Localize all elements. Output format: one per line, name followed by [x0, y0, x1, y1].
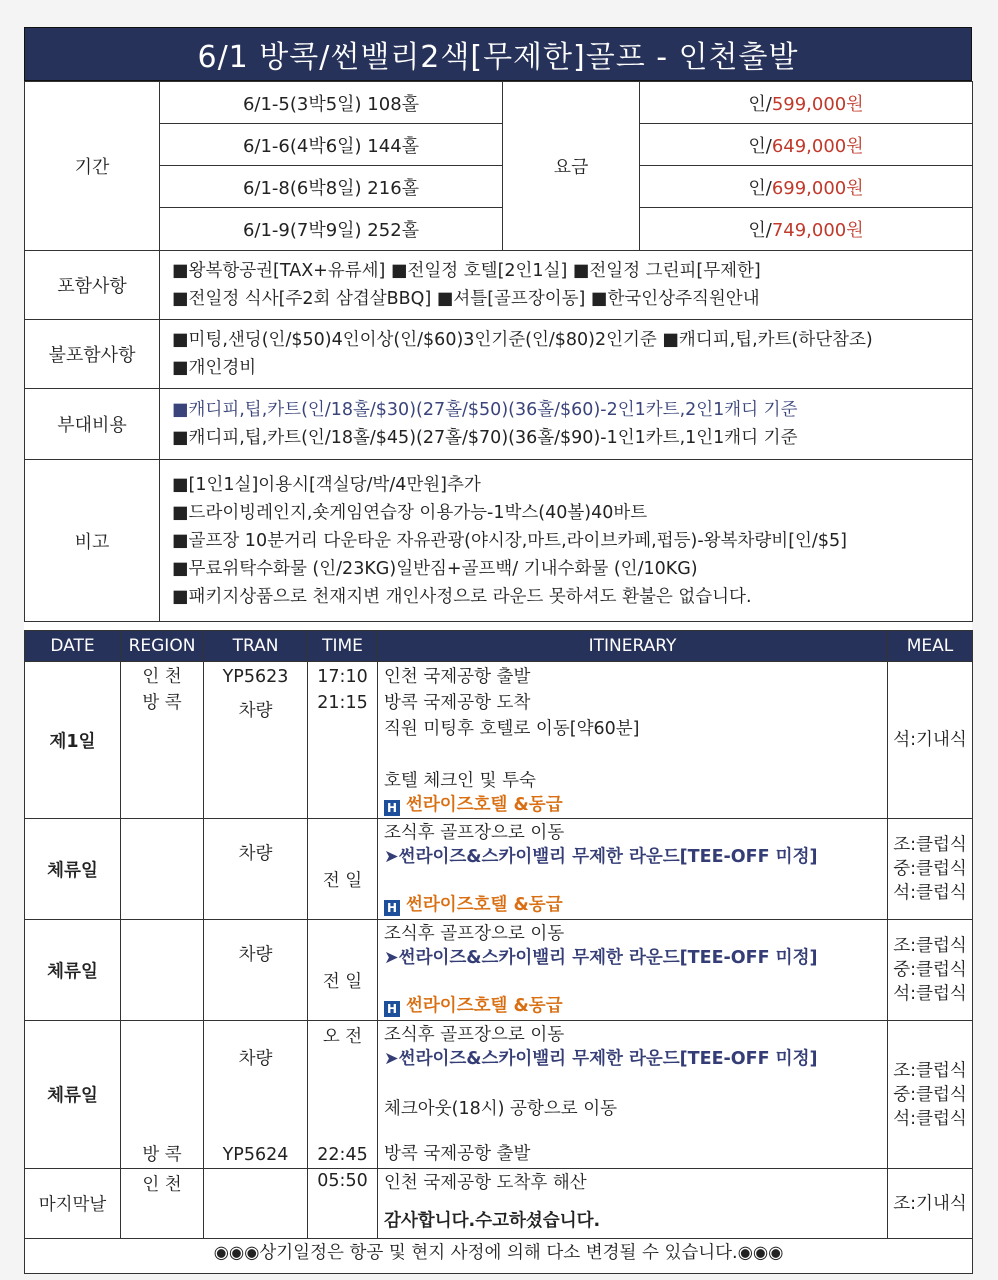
region-cell [121, 920, 204, 1021]
hotel-line [384, 794, 881, 816]
day-label: 체류일 [25, 819, 121, 920]
tran-cell [204, 662, 308, 819]
meal-item: 조:클럽식 [893, 936, 967, 956]
meal-cell [888, 920, 973, 1021]
included-item: ■왕복항공권[TAX+유류세] ■전일정 호텔[2인1실] ■전일정 그린피[무제한] [172, 261, 761, 281]
itinerary-day-row [25, 1021, 973, 1169]
itinerary-day-row [25, 1169, 973, 1239]
meal-header: MEAL [888, 631, 973, 662]
package-info-table [24, 81, 973, 622]
itinerary-day-row [25, 662, 973, 819]
itinerary-line: 직원 미팅후 호텔로 이동[약60분] [384, 719, 640, 739]
remarks-list [160, 460, 973, 622]
hotel-line [384, 994, 881, 1018]
price-value: 649,000원 [771, 135, 864, 157]
region-name: 방 콕 [142, 693, 182, 713]
itinerary-line: 인천 국제공항 출발 [384, 667, 531, 687]
itinerary-line: 호텔 체크인 및 투숙 [384, 771, 536, 791]
hotel-icon: H [384, 900, 400, 916]
time-cell: 전 일 [308, 920, 378, 1021]
included-list [160, 251, 973, 320]
itinerary-cell [378, 819, 888, 920]
time-header: TIME [308, 631, 378, 662]
transport-type: 차량 [238, 701, 273, 721]
itinerary-cell [378, 1169, 888, 1239]
tran-cell [204, 1169, 308, 1239]
itinerary-line: 방콕 국제공항 출발 [384, 1144, 531, 1164]
price-prefix: 인/ [748, 93, 772, 115]
excluded-list [160, 320, 973, 389]
hotel-icon: H [384, 1001, 400, 1017]
meal-item: 중:클럽식 [893, 859, 967, 879]
meal-item: 조:클럽식 [893, 1060, 967, 1081]
region-cell: 인 천 [121, 1169, 204, 1239]
time-cell: 전 일 [308, 819, 378, 920]
price-cell [640, 124, 973, 166]
meal-cell [888, 819, 973, 920]
tran-header: TRAN [204, 631, 308, 662]
period-option: 6/1-9(7박9일) 252홀 [160, 208, 503, 251]
meal-item: 중:클럽식 [893, 1084, 967, 1105]
period-option: 6/1-8(6박8일) 216홀 [160, 166, 503, 208]
remark-item: ■패키지상품으로 천재지변 개인사정으로 라운드 못하셔도 환불은 없습니다. [172, 586, 752, 607]
time-value: 17:10 [317, 667, 368, 687]
meal-cell: 석:기내식 [888, 662, 973, 819]
price-cell [640, 82, 973, 124]
period-option: 6/1-5(3박5일) 108홀 [160, 82, 503, 124]
time-value: 오 전 [322, 1027, 363, 1047]
meal-item: 조:클럽식 [893, 835, 967, 855]
itinerary-line: 방콕 국제공항 도착 [384, 693, 531, 713]
itinerary-header: ITINERARY [378, 631, 888, 662]
itinerary-line: 인천 국제공항 도착후 해산 [384, 1173, 587, 1193]
price-cell [640, 208, 973, 251]
meal-item: 중:클럽식 [893, 960, 967, 980]
included-label: 포함사항 [25, 251, 160, 320]
itinerary-day-row [25, 920, 973, 1021]
fee-label: 요금 [503, 82, 640, 251]
itinerary-line: 조식후 골프장으로 이동 [384, 1025, 565, 1045]
itinerary-document [24, 27, 972, 1274]
itinerary-table [24, 630, 973, 1274]
region-name: 인 천 [142, 667, 182, 687]
transport-type: 차량 [238, 1049, 273, 1069]
time-cell: 05:50 [308, 1169, 378, 1239]
itinerary-line: 조식후 골프장으로 이동 [384, 823, 565, 843]
meal-item: 석:클럽식 [893, 1108, 967, 1129]
price-cell [640, 166, 973, 208]
included-item: ■전일정 식사[주2회 삼겹살BBQ] ■셔틀[골프장이동] ■한국인상주직원안내 [172, 289, 760, 309]
itinerary-line: 체크아웃(18시) 공항으로 이동 [384, 1099, 618, 1119]
flight-number: YP5624 [222, 1145, 289, 1165]
hotel-icon: H [384, 800, 400, 816]
period-option: 6/1-6(4박6일) 144홀 [160, 124, 503, 166]
meal-item: 석:클럽식 [893, 984, 967, 1004]
time-value: 21:15 [317, 693, 368, 713]
itinerary-cell [378, 662, 888, 819]
remark-item: ■[1인1실]이용시[객실당/박/4만원]추가 [172, 474, 481, 495]
remarks-label: 비고 [25, 460, 160, 622]
itinerary-cell [378, 1021, 888, 1169]
itinerary-line: 조식후 골프장으로 이동 [384, 924, 565, 944]
hotel-name: 썬라이즈호텔 &동급 [406, 895, 563, 915]
document-title: 6/1 방콕/썬밸리2색[무제한]골프 - 인천출발 [24, 27, 972, 81]
day-label: 제1일 [25, 662, 121, 819]
meal-item: 석:클럽식 [893, 883, 967, 903]
price-prefix: 인/ [748, 220, 772, 241]
price-prefix: 인/ [748, 135, 772, 157]
meal-cell: 조:기내식 [888, 1169, 973, 1239]
price-value: 599,000원 [771, 93, 864, 115]
day-label: 체류일 [25, 1021, 121, 1169]
hotel-name: 썬라이즈호텔 &동급 [406, 795, 563, 815]
remark-item: ■무료위탁수화물 (인/23KG)일반짐+골프백/ 기내수화물 (인/10KG) [172, 558, 698, 579]
extra-cost-item: ■캐디피,팁,카트(인/18홀/$30)(27홀/$50)(36홀/$60)-2인1카트,2인1캐디 기준 [172, 400, 798, 420]
golf-course-line: ➤썬라이즈&스카이밸리 무제한 라운드[TEE-OFF 미정] [384, 847, 818, 867]
extra-cost-label: 부대비용 [25, 389, 160, 460]
itinerary-cell [378, 920, 888, 1021]
itinerary-day-row [25, 819, 973, 920]
tran-cell [204, 1021, 308, 1169]
time-cell [308, 1021, 378, 1169]
hotel-line [384, 893, 881, 917]
excluded-label: 불포함사항 [25, 320, 160, 389]
tran-cell: 차량 [204, 920, 308, 1021]
day-label: 체류일 [25, 920, 121, 1021]
extra-cost-list [160, 389, 973, 460]
region-cell [121, 662, 204, 819]
extra-cost-item: ■캐디피,팁,카트(인/18홀/$45)(27홀/$70)(36홀/$90)-1인1카트,1인1캐디 기준 [172, 428, 798, 448]
date-header: DATE [25, 631, 121, 662]
day-label: 마지막날 [25, 1169, 121, 1239]
meal-cell [888, 1021, 973, 1169]
price-prefix: 인/ [748, 177, 772, 199]
golf-course-line: ➤썬라이즈&스카이밸리 무제한 라운드[TEE-OFF 미정] [384, 948, 818, 968]
golf-course-line: ➤썬라이즈&스카이밸리 무제한 라운드[TEE-OFF 미정] [384, 1049, 818, 1069]
schedule-change-notice: ◉◉◉상기일정은 항공 및 현지 사정에 의해 다소 변경될 수 있습니다.◉◉◉ [25, 1239, 973, 1274]
price-value: 749,000원 [771, 220, 864, 241]
period-label: 기간 [25, 82, 160, 251]
hotel-name: 썬라이즈호텔 &동급 [406, 996, 563, 1016]
time-cell [308, 662, 378, 819]
price-value: 699,000원 [771, 177, 864, 199]
remark-item: ■골프장 10분거리 다운타운 자유관광(야시장,마트,라이브카페,펍등)-왕복차량비[인/$5] [172, 530, 847, 551]
region-cell: 방 콕 [121, 1021, 204, 1169]
remark-item: ■드라이빙레인지,숏게임연습장 이용가능-1박스(40볼)40바트 [172, 502, 648, 523]
region-cell [121, 819, 204, 920]
time-value: 22:45 [317, 1145, 368, 1165]
tran-cell: 차량 [204, 819, 308, 920]
thanks-message: 감사합니다.수고하셨습니다. [384, 1211, 601, 1231]
region-header: REGION [121, 631, 204, 662]
excluded-item: ■개인경비 [172, 358, 257, 378]
excluded-item: ■미팅,샌딩(인/$50)4인이상(인/$60)3인기준(인/$80)2인기준 ■캐디피,팁,카트(하단참조) [172, 330, 873, 350]
flight-number: YP5623 [222, 667, 289, 687]
